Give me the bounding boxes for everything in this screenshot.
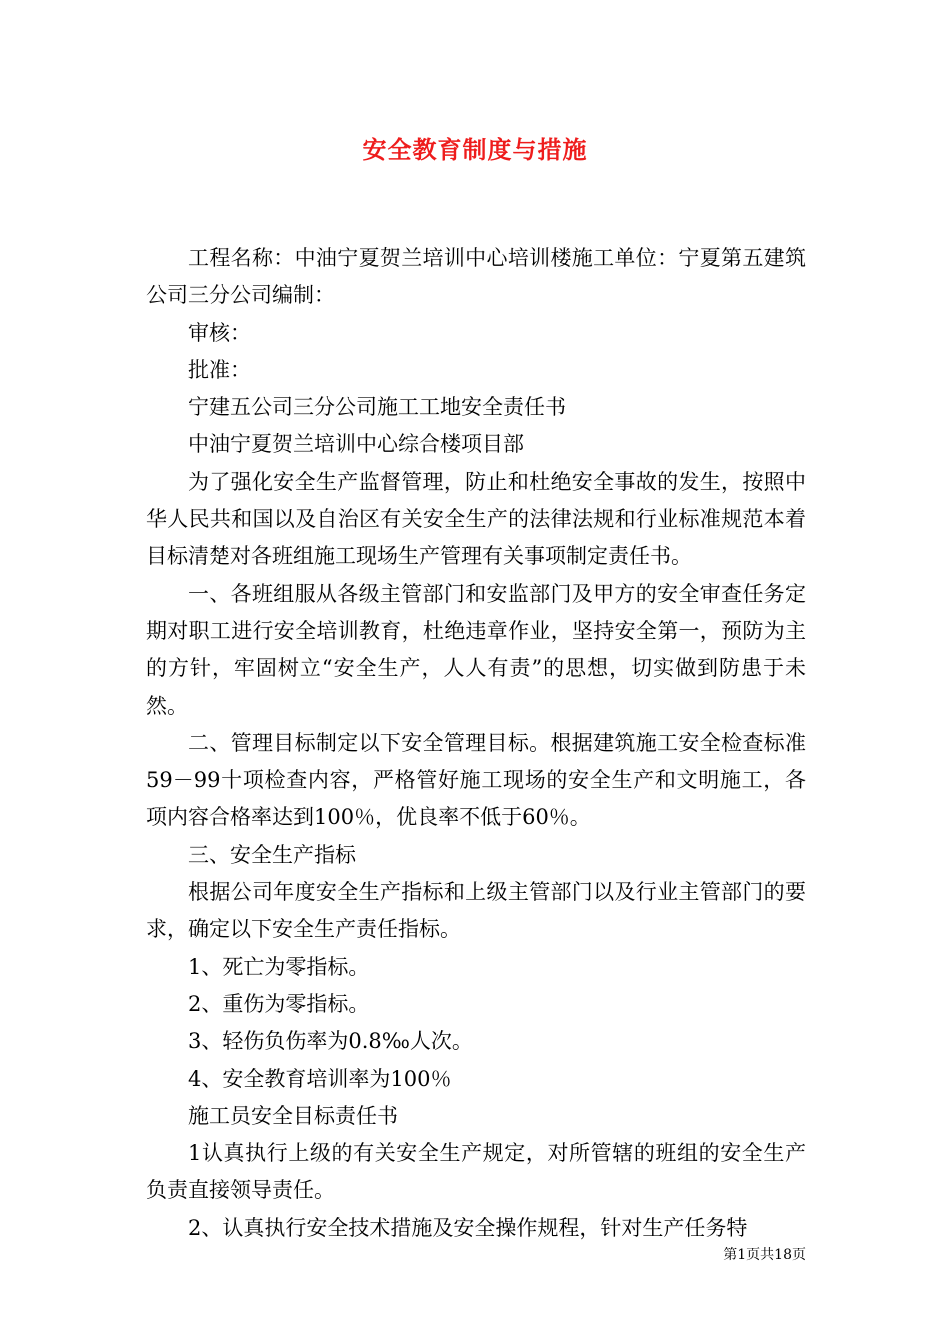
paragraph-indicator-2: 2、重伤为零指标。: [188, 991, 370, 1016]
paragraph-intro: 为了强化安全生产监督管理，防止和杜绝安全事故的发生，按照中华人民共和国以及自治区有关安全生产的法律法规和行业标准规范本着目标清楚对各班组施工现场生产管理有关事项制定责任书。: [146, 469, 806, 569]
paragraph-review: 审核：: [188, 320, 251, 345]
paragraph-indicator-3: 3、轻伤负伤率为0.8‰人次。: [188, 1029, 473, 1054]
paragraph-responsibility-title: 宁建五公司三分公司施工工地安全责任书: [188, 395, 566, 420]
paragraph-section-2: 二、管理目标制定以下安全管理目标。根据建筑施工安全检查标准59－99十项检查内容，严格管好施工现场的安全生产和文明施工，各项内容合格率达到100％，优良率不低于60％。: [146, 730, 806, 830]
paragraph-indicator-1: 1、死亡为零指标。: [188, 954, 370, 979]
paragraph-foreman-title: 施工员安全目标责任书: [188, 1103, 398, 1128]
page-number: 第1页共18页: [723, 1247, 806, 1263]
paragraph-project-info: 工程名称：中油宁夏贺兰培训中心培训楼施工单位：宁夏第五建筑公司三分公司编制：: [146, 246, 806, 308]
paragraph-section-1: 一、各班组服从各级主管部门和安监部门及甲方的安全审查任务定期对职工进行安全培训教育，杜绝违章作业，坚持安全第一，预防为主的方针，牢固树立“安全生产，人人有责”的思想，切实做到防患于未然。: [146, 581, 806, 718]
paragraph-duty-2: 2、认真执行安全技术措施及安全操作规程，针对生产任务特: [188, 1215, 748, 1240]
paragraph-project-dept: 中油宁夏贺兰培训中心综合楼项目部: [188, 432, 524, 457]
paragraph-approve: 批准：: [188, 357, 251, 382]
page-title: 安全教育制度与措施: [362, 135, 588, 164]
document-body: [146, 240, 806, 1247]
paragraph-section-3-heading: 三、安全生产指标: [188, 842, 356, 867]
paragraph-indicator-4: 4、安全教育培训率为100％: [188, 1066, 452, 1091]
paragraph-section-3-body: 根据公司年度安全生产指标和上级主管部门以及行业主管部门的要求，确定以下安全生产责任指标。: [146, 880, 806, 942]
paragraph-duty-1: 1认真执行上级的有关安全生产规定，对所管辖的班组的安全生产负责直接领导责任。: [146, 1141, 806, 1203]
